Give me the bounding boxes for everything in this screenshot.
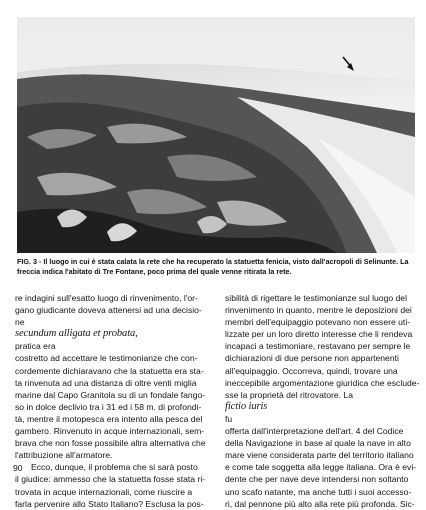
text-line: so in dolce declivio tra i 31 ed i 58 m. di profondi- [15,401,202,412]
text-line: incapaci a testimoniare, restavano per sempre le [225,341,411,352]
text-line: gambero. Rinvenuto in acque internazionali, sem- [15,426,205,437]
text-line: sibilità di rigettare le testimonianze sul luogo del [225,293,408,303]
text-line: il giudice: ammesso che la statuetta fosse stata ri- [15,474,206,485]
coastline-photo [17,17,415,253]
italic-phrase: secundum alligata et probata, [15,328,138,340]
text-line: gano giudicante doveva attenersi ad una decisio- [15,305,202,316]
text-line: trovata in acque internazionali, come riuscire a [15,486,193,497]
text-line: costretto ad accettare le testimonianze che con- [15,353,198,364]
figure-caption: FIG. 3 - Il luogo in cui è stata calata la rete che ha recuperato la statuetta fenicia, visto dall'acropoli di Selinunte. La freccia indica l'abitato di Tre Fontane, poco prima del quale venne ritirata la rete. [17,257,409,276]
text-line: all'equipaggio. Occorreva, quindi, trovare una [225,365,398,376]
text-line: Ecco, dunque, il problema che si sarà posto [31,462,198,473]
text-line: uno scafo natante, ma anche tutti i suoi accesso- [225,486,412,497]
text-line: tà, mentre il motopesca era intento alla pesca del [15,413,203,424]
text-line: della Navigazione in base al quale la nave in alto [225,438,411,449]
text-line: farla pervenire allo Stato Italiano? Esclusa la pos- [15,498,204,509]
text-line: mare viene considerata parte del territorio italiano [225,450,414,461]
text-line: re indagini sull'esatto luogo di rinvenimento, l'or- [15,293,198,303]
text-line: ri, dal pennone più alto alla rete più profonda. Sic- [225,498,415,509]
italic-phrase: fictio iuris [225,400,268,412]
text-line: cordemente dichiaravano che la statuetta era sta- [15,365,204,376]
text-line: offerta dall'interpretazione dell'art. 4 del Codice [225,426,404,437]
text-line: dichiarazioni di due persone non appartenenti [225,353,399,364]
text-line: dente che per nave deve intendersi non soltanto [225,474,409,485]
text-line: e come tale soggetta alla legge italiana. Ora è evi- [225,462,417,473]
text-column-left [15,292,216,510]
text-line: brava che non fosse possibile altra alternativa che [15,438,206,449]
text-line: l'attribuzione all'armatore. [15,450,113,461]
text-line: ta rinvenuta ad una distanza di oltre venti miglia [15,377,197,388]
text-line: ineccepibile argomentazione giuridica che esclude- [225,377,420,388]
text-line: rinvenimento in quanto, mentre le deposizioni dei [225,305,412,316]
text-line: marine dal Capo Granitola su di un fondale fango- [15,389,206,400]
text-line: membri dell'equipaggio potevano non essere uti- [225,317,411,328]
text-line: lizzate per un loro diretto interesse che li rendeva [225,329,413,340]
text-line: sse la proprietà del ritrovatore. La fictio iuris fu [225,389,418,425]
text-column-right [225,292,418,510]
text-line: ne secundum alligata et probata, pratica era [15,316,216,352]
page-number: 90 [13,463,23,473]
